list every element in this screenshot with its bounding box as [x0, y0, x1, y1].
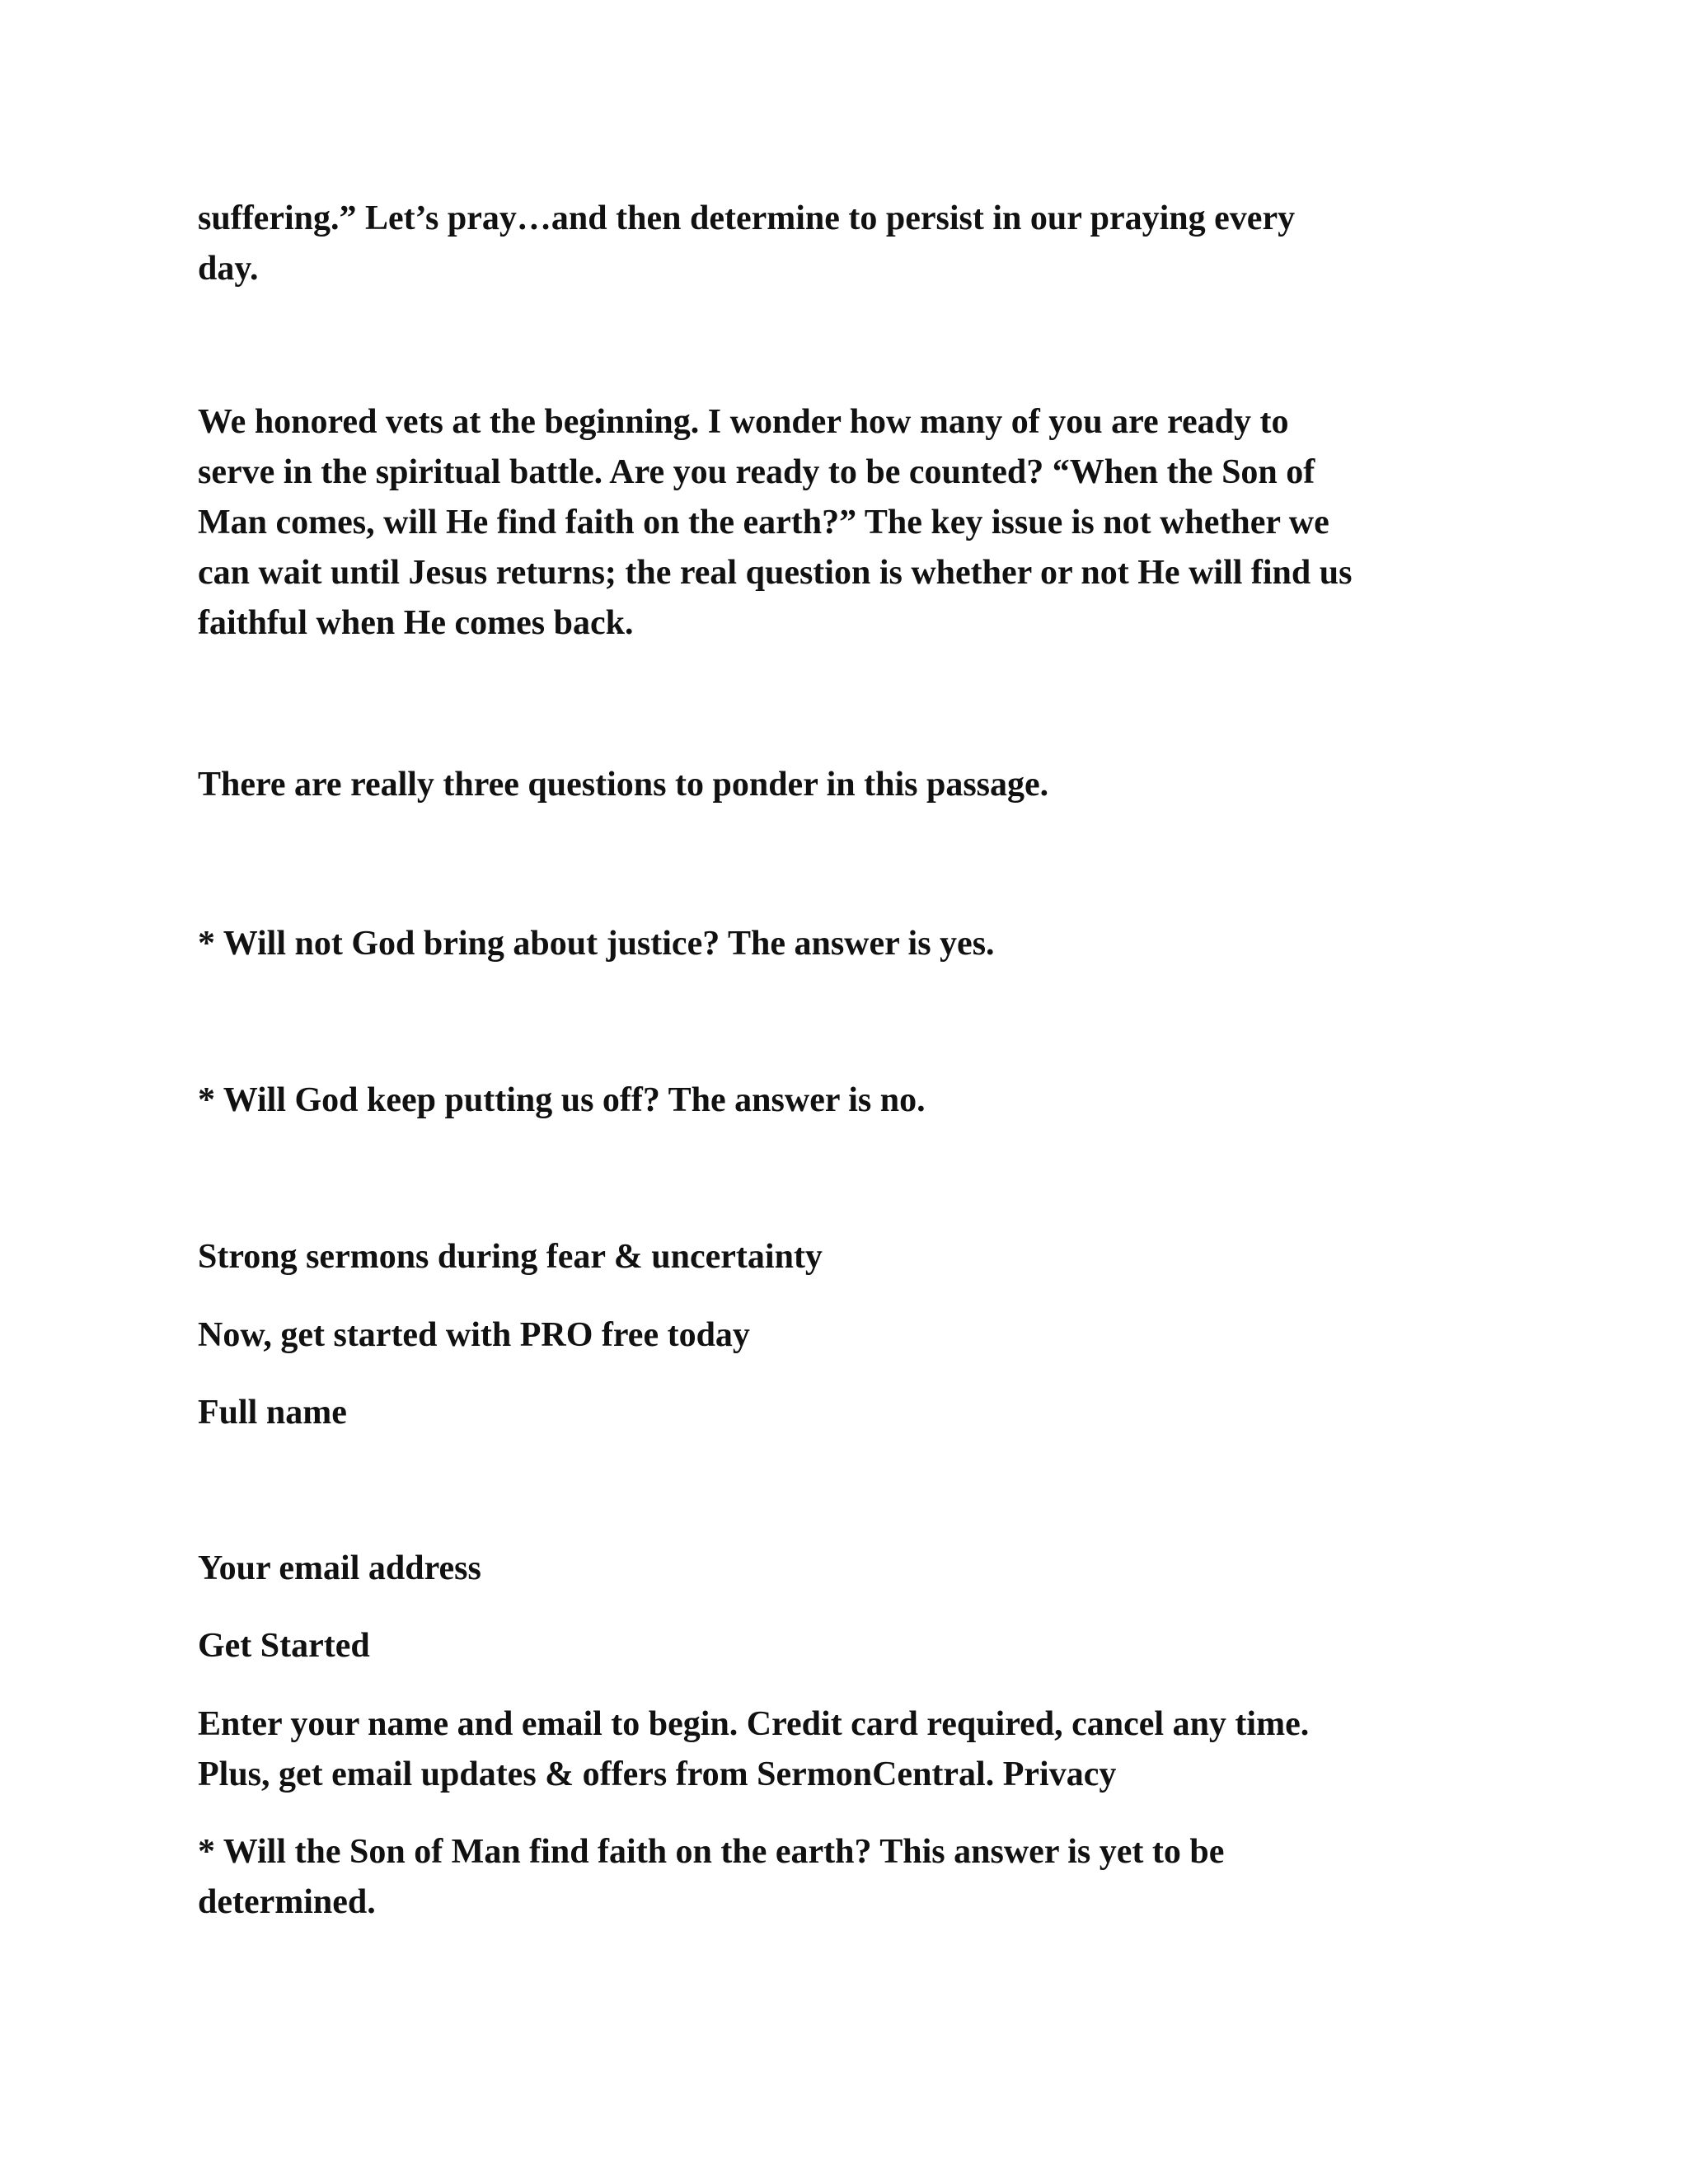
paragraph-line: * Will God keep putting us off? The answer is no. [198, 1081, 926, 1119]
full-name-label [198, 1388, 1500, 1438]
question-putting-off [198, 1076, 1500, 1126]
paragraph-line: Man comes, will He find faith on the earth?” The key issue is not whether we [198, 504, 1329, 541]
question-justice [198, 919, 1500, 969]
get-started-text [198, 1621, 1500, 1671]
paragraph-line: serve in the spiritual battle. Are you ready to be counted? “When the Son of [198, 453, 1315, 491]
promo-heading [198, 1232, 1500, 1282]
paragraph-line: Enter your name and email to begin. Credit card required, cancel any time. [198, 1705, 1310, 1743]
paragraph-line: Now, get started with PRO free today [198, 1316, 750, 1354]
paragraph-three-questions [198, 760, 1500, 810]
paragraph-line: faithful when He comes back. [198, 604, 634, 642]
paragraph-suffering [198, 194, 1500, 294]
paragraph-honored-vets [198, 397, 1500, 649]
paragraph-line: can wait until Jesus returns; the real question is whether or not He will find us [198, 554, 1353, 592]
question-faith [198, 1827, 1500, 1928]
paragraph-line: Your email address [198, 1549, 481, 1587]
promo-cta [198, 1310, 1500, 1361]
paragraph-line: Strong sermons during fear & uncertainty [198, 1238, 823, 1276]
paragraph-line: Full name [198, 1394, 347, 1432]
email-label [198, 1544, 1500, 1594]
disclaimer [198, 1699, 1500, 1800]
paragraph-line: There are really three questions to ponder in this passage. [198, 766, 1049, 804]
paragraph-line: * Will not God bring about justice? The answer is yes. [198, 925, 995, 963]
paragraph-line: We honored vets at the beginning. I wonder how many of you are ready to [198, 403, 1289, 441]
paragraph-line: Plus, get email updates & offers from SermonCentral. Privacy [198, 1755, 1117, 1793]
paragraph-line: Get Started [198, 1627, 370, 1665]
paragraph-line: determined. [198, 1883, 376, 1921]
paragraph-line: * Will the Son of Man find faith on the earth? This answer is yet to be [198, 1833, 1225, 1871]
paragraph-line: suffering.” Let’s pray…and then determine to persist in our praying every [198, 199, 1296, 237]
paragraph-line: day. [198, 250, 259, 288]
